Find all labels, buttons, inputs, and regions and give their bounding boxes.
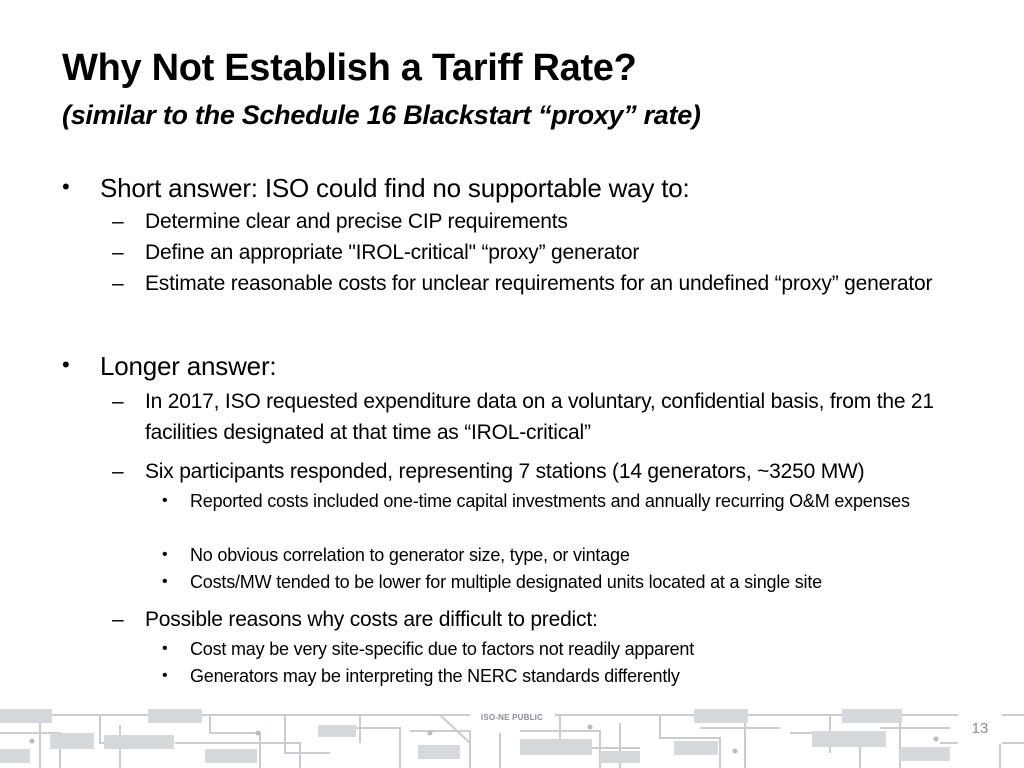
bullet-dot: • <box>62 174 70 199</box>
dash-mark: – <box>112 272 124 295</box>
sub-bullet-text: Estimate reasonable costs for unclear requirements for an undefined “proxy” generator <box>145 272 933 295</box>
dash-mark: – <box>112 210 124 233</box>
bullet-dot: • <box>162 546 168 563</box>
sub-sub-bullet-text: No obvious correlation to generator size, type, or vintage <box>190 545 630 565</box>
sub-bullet-text: Possible reasons why costs are difficult to predict: <box>145 608 598 631</box>
sub-bullet-text: Six participants responded, representing 7 stations (14 generators, ~3250 MW) <box>145 460 865 483</box>
sub-sub-bullet-text: Reported costs included one-time capital investments and annually recurring O&M expenses <box>190 491 910 511</box>
sub-bullet-text: Define an appropriate "IROL-critical" “proxy” generator <box>145 241 640 264</box>
slide-title: Why Not Establish a Tariff Rate? <box>62 47 637 89</box>
sub-sub-bullet-text: Generators may be interpreting the NERC standards differently <box>190 666 680 686</box>
dash-mark: – <box>112 608 124 631</box>
sub-sub-bullet-text: Costs/MW tended to be lower for multiple designated units located at a single site <box>190 572 822 592</box>
slide-subtitle: (similar to the Schedule 16 Blackstart “proxy” rate) <box>62 100 701 130</box>
classification-label: ISO-NE PUBLIC <box>474 711 550 725</box>
sub-bullet-text: In 2017, ISO requested expenditure data on a voluntary, confidential basis, from the 21 facilities designated at that time as “IROL-critical” <box>145 390 934 444</box>
bullet-dot: • <box>162 640 168 657</box>
bullet-text: Longer answer: <box>100 351 277 381</box>
bullet-text: Short answer: ISO could find no supportable way to: <box>100 173 690 203</box>
dash-mark: – <box>112 241 124 264</box>
dash-mark: – <box>112 460 124 483</box>
sub-sub-bullet-text: Cost may be very site-specific due to factors not readily apparent <box>190 639 695 659</box>
dash-mark: – <box>112 390 124 413</box>
bullet-dot: • <box>162 573 168 590</box>
bullet-dot: • <box>62 352 70 377</box>
bullet-dot: • <box>162 492 168 509</box>
sub-bullet-text: Determine clear and precise CIP requirements <box>145 210 568 233</box>
page-number: 13 <box>958 714 1002 744</box>
bullet-dot: • <box>162 667 168 684</box>
